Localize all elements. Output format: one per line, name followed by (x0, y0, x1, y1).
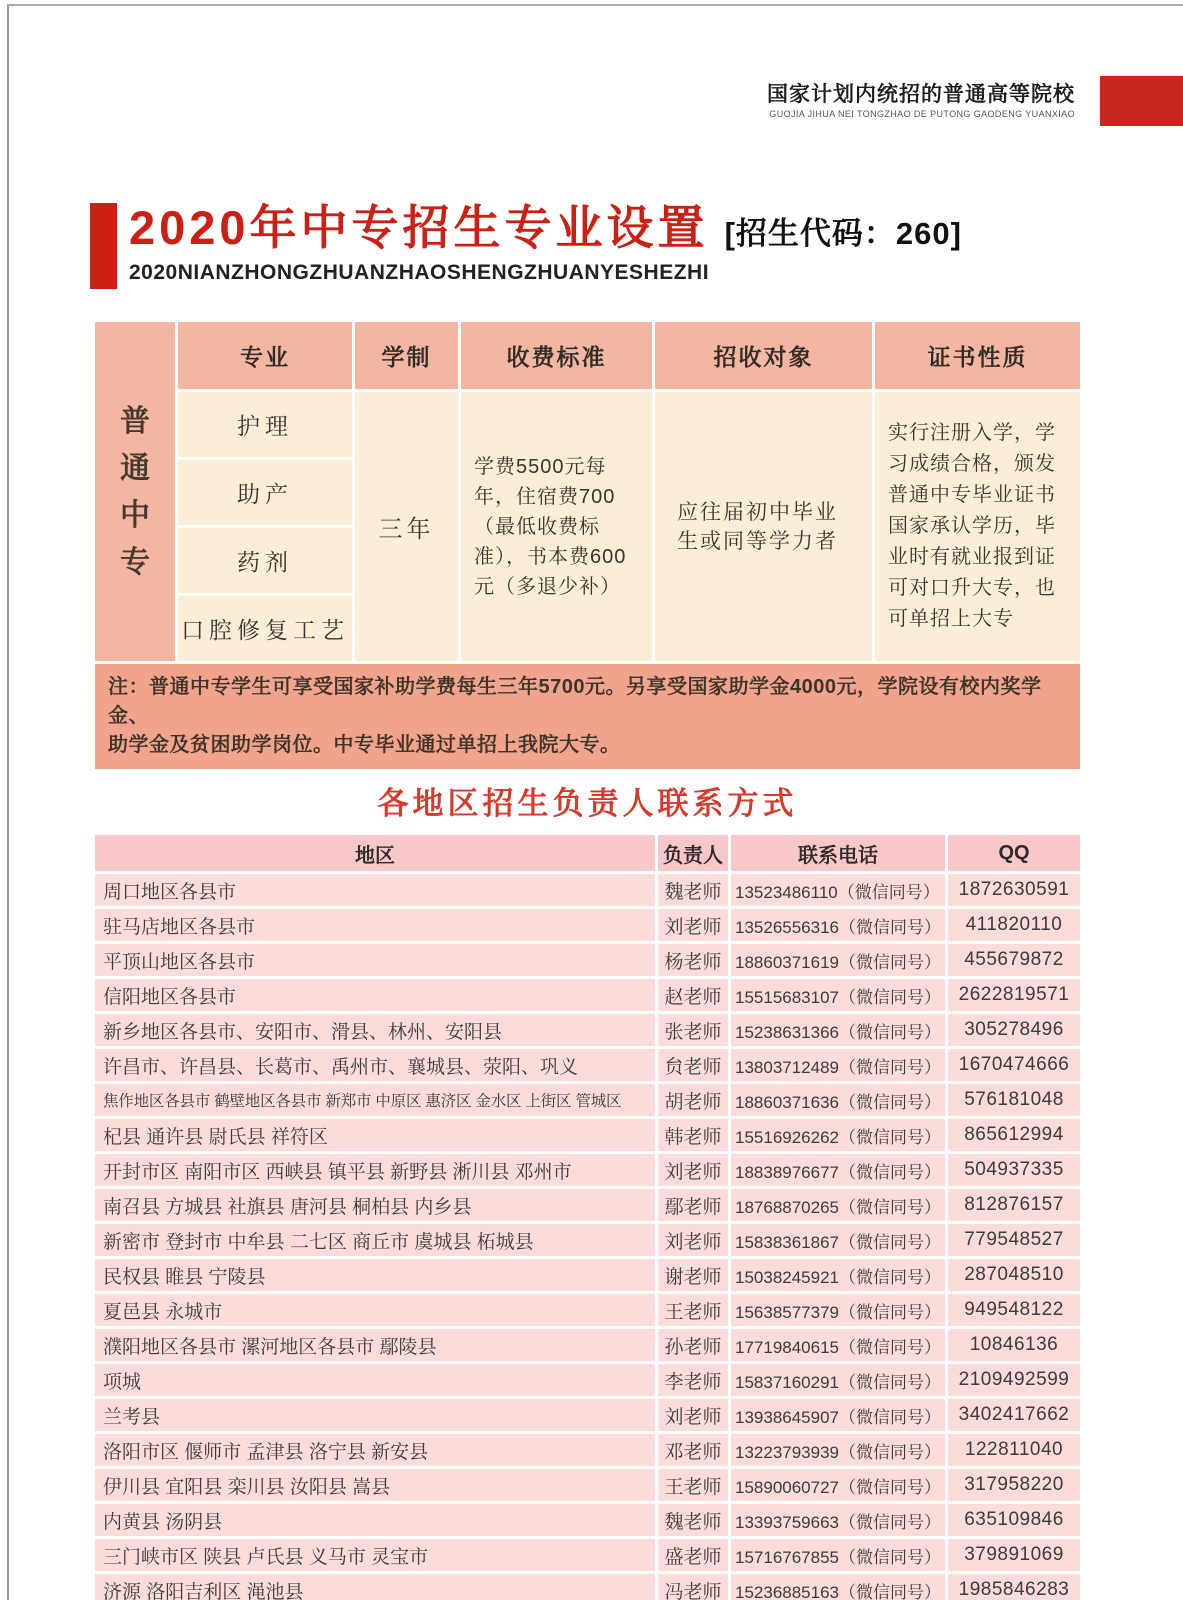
contact-qq: 3402417662 (948, 1399, 1080, 1431)
contact-row (95, 1399, 1080, 1431)
contact-region: 济源 洛阳吉利区 渑池县 (95, 1574, 655, 1600)
contact-qq: 379891069 (948, 1539, 1080, 1571)
contact-phone: 15038245921（微信同号） (731, 1259, 945, 1291)
contact-name: 谢老师 (658, 1259, 728, 1291)
contact-qq: 317958220 (948, 1469, 1080, 1501)
contact-name: 盛老师 (658, 1539, 728, 1571)
note-line-2: 助学金及贫困助学岗位。中专毕业通过单招上我院大专。 (108, 734, 621, 756)
header-text (767, 83, 1075, 119)
column-header-target: 招收对象 (655, 322, 872, 389)
contact-region: 项城 (95, 1364, 655, 1396)
note-line-1: 注：普通中专学生可享受国家补助学费每生三年5700元。另享受国家助学金4000元，学院设有校内奖学金、 (108, 676, 1042, 727)
contact-region: 驻马店地区各县市 (95, 909, 655, 941)
contact-qq: 812876157 (948, 1189, 1080, 1221)
contacts-col-name: 负责人 (658, 835, 728, 871)
contact-name: 王老师 (658, 1294, 728, 1326)
contact-qq: 635109846 (948, 1504, 1080, 1536)
red-bar-decoration (90, 203, 117, 289)
header-title: 国家计划内统招的普通高等院校 (767, 83, 1075, 106)
specialty-nursing: 护理 (178, 392, 352, 457)
contacts-table (95, 835, 1080, 1600)
contact-row (95, 1434, 1080, 1466)
contact-row (95, 1504, 1080, 1536)
contacts-col-qq: QQ (948, 835, 1080, 871)
contact-name: 韩老师 (658, 1119, 728, 1151)
contact-row (95, 1084, 1080, 1116)
contact-region: 兰考县 (95, 1399, 655, 1431)
column-header-duration: 学制 (355, 322, 458, 389)
contact-phone: 18838976677（微信同号） (731, 1154, 945, 1186)
contact-phone: 17719840615（微信同号） (731, 1329, 945, 1361)
category-label: 普通中专 (120, 404, 150, 579)
contact-name: 孙老师 (658, 1329, 728, 1361)
contact-name: 刘老师 (658, 1154, 728, 1186)
contact-phone: 15890060727（微信同号） (731, 1469, 945, 1501)
contact-phone: 13803712489（微信同号） (731, 1049, 945, 1081)
title-block (90, 200, 962, 289)
contact-phone: 15716767855（微信同号） (731, 1539, 945, 1571)
column-header-certificate: 证书性质 (875, 322, 1080, 389)
contact-region: 杞县 通许县 尉氏县 祥符区 (95, 1119, 655, 1151)
page-edge-line-top (7, 4, 1183, 6)
contact-phone: 15236885163（微信同号） (731, 1574, 945, 1600)
contact-name: 李老师 (658, 1364, 728, 1396)
contact-name: 刘老师 (658, 909, 728, 941)
column-header-fee: 收费标准 (461, 322, 652, 389)
contact-name: 杨老师 (658, 944, 728, 976)
contacts-body (95, 874, 1080, 1600)
contact-qq: 122811040 (948, 1434, 1080, 1466)
contact-row (95, 1049, 1080, 1081)
contact-phone: 15838361867（微信同号） (731, 1224, 945, 1256)
contact-phone: 13223793939（微信同号） (731, 1434, 945, 1466)
contact-region: 夏邑县 永城市 (95, 1294, 655, 1326)
contact-name: 王老师 (658, 1469, 728, 1501)
contacts-col-phone: 联系电话 (731, 835, 945, 871)
contact-region: 新密市 登封市 中牟县 二七区 商丘市 虞城县 柘城县 (95, 1224, 655, 1256)
contact-row (95, 1574, 1080, 1600)
contact-qq: 2622819571 (948, 979, 1080, 1011)
contact-row (95, 1259, 1080, 1291)
contact-row (95, 1469, 1080, 1501)
certificate-cell: 实行注册入学，学习成绩合格，颁发普通中专毕业证书国家承认学历，毕业时有就业报到证可对口升大专，也可单招上大专 (875, 392, 1080, 661)
contact-row (95, 979, 1080, 1011)
contact-row (95, 1294, 1080, 1326)
contact-region: 三门峡市区 陕县 卢氏县 义马市 灵宝市 (95, 1539, 655, 1571)
contact-phone: 18860371636（微信同号） (731, 1084, 945, 1116)
contact-row (95, 1014, 1080, 1046)
contact-phone: 15516926262（微信同号） (731, 1119, 945, 1151)
content-column (95, 322, 1080, 1600)
contact-region: 开封市区 南阳市区 西峡县 镇平县 新野县 淅川县 邓州市 (95, 1154, 655, 1186)
contact-region: 许昌市、许昌县、长葛市、禹州市、襄城县、荥阳、巩义 (95, 1049, 655, 1081)
contact-row (95, 944, 1080, 976)
red-block-decoration (1100, 76, 1183, 126)
contact-name: 刘老师 (658, 1399, 728, 1431)
contact-qq: 576181048 (948, 1084, 1080, 1116)
contact-region: 洛阳市区 偃师市 孟津县 洛宁县 新安县 (95, 1434, 655, 1466)
contact-row (95, 874, 1080, 906)
contact-name: 邓老师 (658, 1434, 728, 1466)
contact-region: 焦作地区各县市 鹤壁地区各县市 新郑市 中原区 惠济区 金水区 上街区 管城区 (95, 1084, 655, 1116)
contact-name: 刘老师 (658, 1224, 728, 1256)
contact-region: 周口地区各县市 (95, 874, 655, 906)
contact-name: 贠老师 (658, 1049, 728, 1081)
contact-name: 鄢老师 (658, 1189, 728, 1221)
contact-phone: 13523486110（微信同号） (731, 874, 945, 906)
contact-qq: 305278496 (948, 1014, 1080, 1046)
contact-phone: 18860371619（微信同号） (731, 944, 945, 976)
contact-row (95, 909, 1080, 941)
contact-phone: 15638577379（微信同号） (731, 1294, 945, 1326)
duration-cell: 三年 (355, 392, 458, 661)
contacts-col-region: 地区 (95, 835, 655, 871)
contact-region: 平顶山地区各县市 (95, 944, 655, 976)
contact-row (95, 1364, 1080, 1396)
contact-qq: 455679872 (948, 944, 1080, 976)
contact-phone: 13393759663（微信同号） (731, 1504, 945, 1536)
contact-name: 冯老师 (658, 1574, 728, 1600)
contact-region: 南召县 方城县 社旗县 唐河县 桐柏县 内乡县 (95, 1189, 655, 1221)
contact-phone: 15238631366（微信同号） (731, 1014, 945, 1046)
column-header-specialty: 专业 (178, 322, 352, 389)
contact-qq: 1670474666 (948, 1049, 1080, 1081)
contact-phone: 15515683107（微信同号） (731, 979, 945, 1011)
contact-qq: 10846136 (948, 1329, 1080, 1361)
contact-name: 魏老师 (658, 874, 728, 906)
category-cell (95, 322, 175, 661)
contacts-header-row (95, 835, 1080, 871)
contact-qq: 2109492599 (948, 1364, 1080, 1396)
contact-qq: 504937335 (948, 1154, 1080, 1186)
contact-phone: 13938645907（微信同号） (731, 1399, 945, 1431)
page-title: 2020年中专招生专业设置 (129, 201, 709, 254)
contact-row (95, 1189, 1080, 1221)
page-edge-line-left (7, 6, 9, 1600)
page-header (767, 76, 1183, 126)
contact-name: 张老师 (658, 1014, 728, 1046)
contact-name: 魏老师 (658, 1504, 728, 1536)
contact-phone: 13526556316（微信同号） (731, 909, 945, 941)
contact-region: 民权县 睢县 宁陵县 (95, 1259, 655, 1291)
contact-row (95, 1329, 1080, 1361)
contact-region: 新乡地区各县市、安阳市、滑县、林州、安阳县 (95, 1014, 655, 1046)
enrollment-code: [招生代码：260] (724, 216, 962, 251)
contact-row (95, 1224, 1080, 1256)
contact-row (95, 1154, 1080, 1186)
contact-row (95, 1119, 1080, 1151)
contact-phone: 18768870265（微信同号） (731, 1189, 945, 1221)
specialty-pharmacy: 药剂 (178, 528, 352, 593)
fee-cell: 学费5500元每年，住宿费700（最低收费标准），书本费600元（多退少补） (461, 392, 652, 661)
contact-qq: 287048510 (948, 1259, 1080, 1291)
contact-region: 信阳地区各县市 (95, 979, 655, 1011)
target-cell: 应往届初中毕业生或同等学力者 (655, 392, 872, 661)
contact-qq: 949548122 (948, 1294, 1080, 1326)
contact-phone: 15837160291（微信同号） (731, 1364, 945, 1396)
contact-qq: 1872630591 (948, 874, 1080, 906)
note-block (95, 664, 1080, 769)
header-pinyin: GUOJIA JIHUA NEI TONGZHAO DE PUTONG GAODENG YUANXIAO (769, 109, 1075, 119)
program-table (95, 322, 1080, 661)
contact-qq: 865612994 (948, 1119, 1080, 1151)
contact-row (95, 1539, 1080, 1571)
contact-name: 赵老师 (658, 979, 728, 1011)
specialty-midwifery: 助产 (178, 460, 352, 525)
contact-region: 内黄县 汤阴县 (95, 1504, 655, 1536)
title-pinyin: 2020NIANZHONGZHUANZHAOSHENGZHUANYESHEZHI (129, 261, 710, 284)
contact-qq: 411820110 (948, 909, 1080, 941)
contacts-section-title: 各地区招生负责人联系方式 (377, 786, 798, 821)
specialty-dental-tech: 口腔修复工艺 (178, 596, 352, 661)
contact-region: 濮阳地区各县市 漯河地区各县市 鄢陵县 (95, 1329, 655, 1361)
contact-name: 胡老师 (658, 1084, 728, 1116)
contact-qq: 1985846283 (948, 1574, 1080, 1600)
contact-region: 伊川县 宜阳县 栾川县 汝阳县 嵩县 (95, 1469, 655, 1501)
contact-qq: 779548527 (948, 1224, 1080, 1256)
